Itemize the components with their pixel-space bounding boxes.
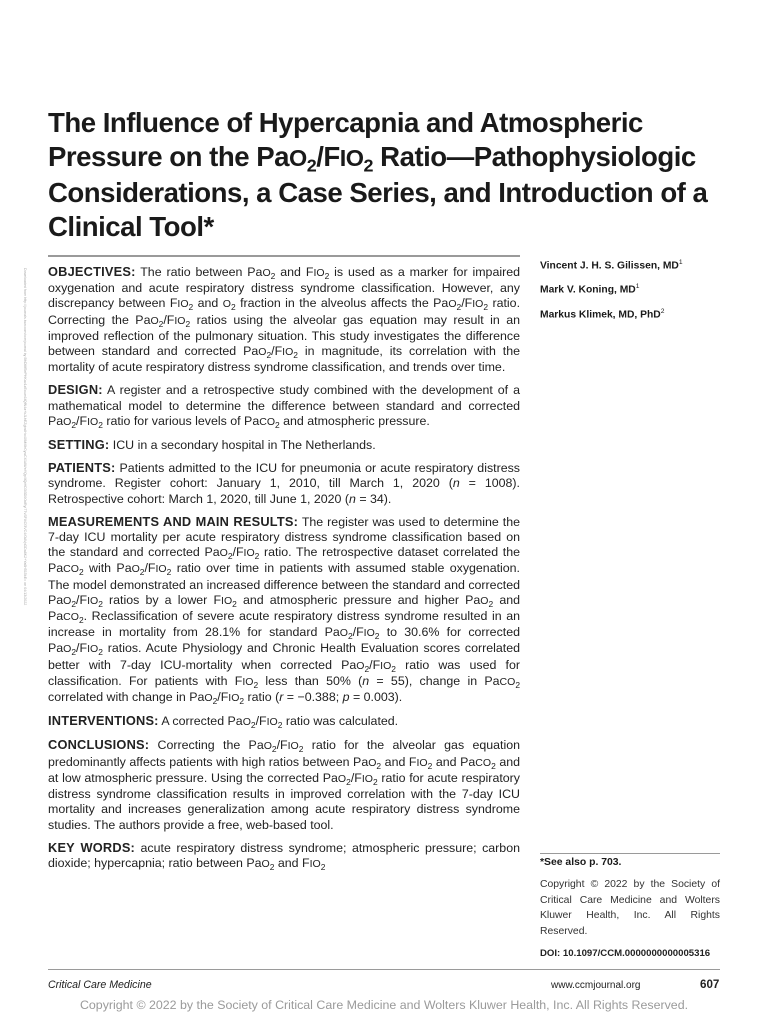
section-text: Correcting the $PaO_2/FIO_2$ ratio for the alveolar gas equation predominantly affects patients with high ratios between PaO$_2$ and $FIO_2$ and PaCO$_2$ and at low atmospheric pressure. Using the corrected $PaO_2/FIO_2$ ratio for acute respiratory distress syndrome classification results in improved correlation with the 7-day ICU mortality and increases generalization among acute respiratory distress syndrome studies. The authors provide a free, web-based tool. (48, 738, 520, 832)
title-io2: IO (339, 145, 364, 172)
footer-copyright: Copyright © 2022 by the Society of Critical Care Medicine and Wolters Kluwer Health, Inc. All Rights Reserved. (79, 998, 689, 1012)
section-text: The ratio between PaO$_2$ and $FIO_2$ is used as a marker for impaired oxygenation and acute respiratory distress syndrome classification. However, any discrepancy between $FIO_2$ and $O_2$ fraction in the alveolus affects the $PaO_2/FIO_2$ ratio. Correcting the $PaO_2/FIO_2$ ratios using the alveolar gas equation may result in an improved reflection of the pulmonary situation. This study investigates the difference between standard and corrected $PaO_2/FIO_2$ in magnitude, its correlation with the mortality of acute respiratory distress syndrome classification, and trends over time. (48, 265, 521, 375)
article-title (48, 106, 728, 245)
author-3 (540, 301, 740, 325)
title-sub-1: 2 (306, 155, 317, 176)
abstract-design (48, 382, 520, 430)
section-label: MEASUREMENTS AND MAIN RESULTS: (48, 513, 299, 529)
title-text-1: The Influence of Hypercapnia and Atmospheric Pressure on the Pa (48, 107, 643, 173)
section-text: acute respiratory distress syndrome; atmospheric pressure; carbon dioxide; hypercapnia; ratio between PaO$_2$ and $FIO_2$ (48, 840, 520, 872)
title-o2: O (288, 145, 307, 172)
abstract-measurements (48, 514, 520, 706)
abstract-keywords (48, 840, 520, 872)
author-list (540, 252, 740, 325)
sidebar-rule (540, 853, 720, 854)
abstract-conclusions (48, 737, 520, 832)
abstract-patients (48, 460, 520, 507)
abstract-interventions (48, 713, 520, 730)
section-label: SETTING: (48, 437, 110, 453)
author-2 (540, 276, 740, 300)
title-text-2: Ratio—Pathophysiologic Considerations, a Case Series, and Introduction of a Clinical Tool* (48, 141, 708, 243)
section-label: DESIGN: (48, 382, 103, 398)
author-affiliation: 1 (678, 259, 683, 266)
title-slash: /F (316, 141, 340, 173)
section-text: A register and a retrospective study combined with the development of a mathematical model to determine the difference between standard and corrected $PaO_2/FIO_2$ ratio for various levels of PaCO$_2$ and atmospheric pressure. (48, 383, 520, 430)
section-label: KEY WORDS: (48, 839, 136, 855)
download-side-note (22, 268, 27, 800)
section-label: PATIENTS: (48, 460, 116, 476)
see-also-note: *See also p. 703. (540, 857, 622, 868)
abstract-objectives (48, 264, 520, 375)
journal-name: Critical Care Medicine (48, 979, 152, 991)
section-label: CONCLUSIONS: (48, 737, 150, 753)
abstract-top-rule (48, 255, 520, 257)
author-1 (540, 252, 740, 276)
journal-website[interactable]: www.ccmjournal.org (551, 980, 641, 991)
title-sub-2: 2 (363, 155, 373, 176)
section-text: Patients admitted to the ICU for pneumonia or acute respiratory distress syndrome. Register cohort: January 1, 2010, till March 1, 2020 (n = 1008). Retrospective cohort: March 1, 2020, till June 1, 2020 (n = 34). (48, 461, 520, 506)
doi: DOI: 10.1097/CCM.0000000000005316 (540, 948, 711, 959)
author-name: Mark V. Koning, MD (540, 284, 636, 296)
section-text: The register was used to determine the 7-day ICU mortality per acute respiratory distress syndrome classification based on the standard and corrected $PaO_2/FIO_2$ ratio. The retrospective dataset correlated the PaCO$_2$ with $PaO_2/FIO_2$ ratio over time in patients with assumed stable oxygenation. The model demonstrated an increased difference between the standard and corrected $PaO_2/FIO_2$ ratios by a lower $FIO_2$ and atmospheric pressure and higher PaO$_2$ and PaCO$_2$. Reclassification of severe acute respiratory distress syndrome resulted in an increase in mortality from 28.1% for standard $PaO_2/FIO_2$ to 30.6% for corrected $PaO_2/FIO_2$ ratios. Acute Physiology and Chronic Health Evaluation scores correlated better with 7-day ICU-mortality when corrected $PaO_2/FIO_2$ ratio was used for classification. For patients with $FIO_2$ less than 50% (n = 55), change in PaCO$_2$ correlated with change in $PaO_2/FIO_2$ ratio (r = −0.388; p = 0.003). (48, 514, 521, 707)
abstract-setting (48, 437, 520, 453)
abstract (48, 264, 520, 879)
author-affiliation: 2 (660, 307, 665, 315)
copyright-notice: Copyright © 2022 by the Society of Critical Care Medicine and Wolters Kluwer Health, Inc. All Rights Reserved. (540, 879, 720, 937)
author-name: Markus Klimek, MD, PhD (540, 309, 661, 321)
section-text: ICU in a secondary hospital in The Netherlands. (112, 438, 376, 453)
author-name: Vincent J. H. S. Gilissen, MD (540, 260, 679, 272)
page-number: 607 (700, 978, 720, 991)
footer-rule (48, 969, 720, 970)
side-note-text: Downloaded from http://journals.lww.com/ccmjournal by BhDMf5ePHKav1zEoum1tQfN4a+kJLhEZgbsIHo4XMi0hCywCX1AWnYQp/IlQrHD3i3D0OdRyi7TvSFl4Cf3VC4/OAVpDDa8K2+Ya6H515kE= on 04/13/2022 (23, 268, 27, 606)
section-text: A corrected $PaO_2/FIO_2$ ratio was calculated. (161, 714, 399, 731)
section-label: OBJECTIVES: (48, 264, 136, 279)
author-affiliation: 1 (635, 283, 640, 291)
section-label: INTERVENTIONS: (48, 713, 159, 729)
